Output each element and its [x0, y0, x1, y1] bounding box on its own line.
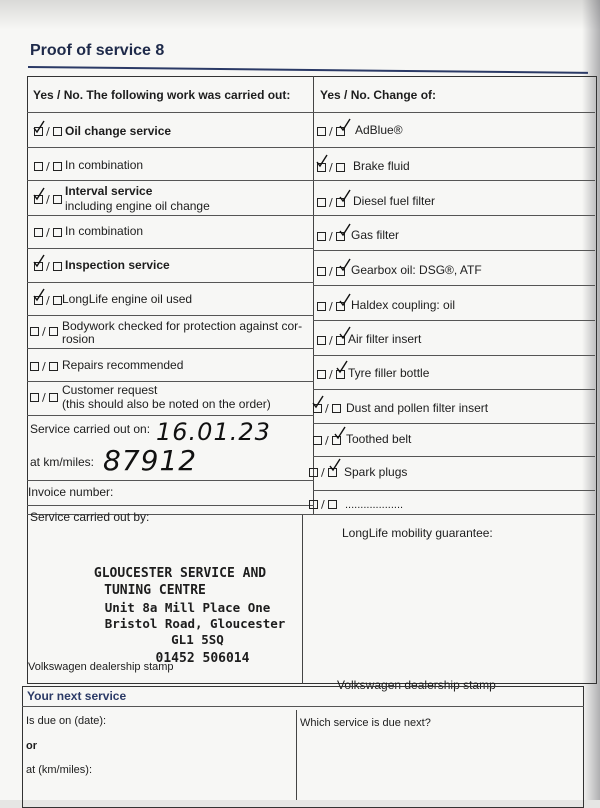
left-item-3: In combination [65, 224, 144, 238]
row-rule [27, 248, 314, 249]
right-checkbox-10[interactable]: / [309, 465, 337, 479]
next-service-box [22, 686, 584, 808]
row-rule [313, 320, 595, 321]
left-item-5: LongLife engine oil used [62, 292, 193, 306]
right-item-9: Toothed belt [346, 432, 412, 446]
carried-by-label: Service carried out by: [30, 510, 150, 524]
row-rule [27, 415, 314, 416]
right-item-7: Tyre filler bottle [348, 366, 430, 380]
right-item-10: Spark plugs [344, 465, 408, 479]
row-rule [27, 215, 314, 216]
left-checkbox-0[interactable]: / [34, 124, 62, 138]
longlife-label: LongLife mobility guarantee: [342, 526, 493, 540]
row-rule [313, 423, 595, 424]
dealer-stamp-label-right: Volkswagen dealership stamp [337, 678, 496, 692]
right-checkbox-3[interactable]: / [317, 229, 345, 243]
left-item-8-sub: (this should also be noted on the order) [62, 397, 271, 411]
stamp-line: Unit 8a Mill Place One [104, 600, 271, 615]
left-item-1: In combination [65, 158, 144, 172]
title-underline [28, 66, 588, 74]
column-divider [313, 76, 314, 514]
right-checkbox-2[interactable]: / [317, 195, 345, 209]
left-checkbox-5[interactable]: / [34, 293, 62, 307]
checkmark-icon [339, 189, 351, 203]
row-rule [313, 180, 595, 181]
mileage-label: at km/miles: [30, 455, 95, 469]
left-checkbox-2[interactable]: / [34, 192, 62, 206]
left-checkbox-8[interactable]: / [30, 390, 58, 404]
left-checkbox-7[interactable]: / [30, 359, 58, 373]
row-rule [313, 285, 595, 286]
at-km-label: at (km/miles): [26, 764, 92, 776]
right-item-0: AdBlue® [355, 123, 403, 137]
right-item-3: Gas filter [351, 228, 400, 242]
row-rule [27, 282, 314, 283]
left-checkbox-1[interactable]: / [34, 159, 62, 173]
stamp-line: GL1 5SQ [171, 632, 224, 647]
service-date-value: 16.01.23 [156, 418, 271, 446]
or-label: or [26, 740, 37, 752]
top-shadow [0, 0, 600, 30]
right-checkbox-1[interactable]: / [317, 160, 345, 174]
left-item-0: Oil change service [65, 124, 172, 138]
row-rule [27, 180, 314, 181]
right-item-5: Haldex coupling: oil [351, 298, 456, 312]
checkmark-icon [334, 426, 346, 440]
dealer-stamp [60, 566, 320, 666]
row-rule [27, 348, 314, 349]
right-checkbox-4[interactable]: / [317, 264, 345, 278]
checkmark-icon [33, 120, 45, 134]
checkmark-icon [339, 223, 351, 237]
stamp-line: GLOUCESTER SERVICE AND [93, 566, 267, 581]
right-item-2: Diesel fuel filter [353, 194, 436, 208]
checkmark-icon [339, 258, 351, 272]
left-checkbox-3[interactable]: / [34, 225, 62, 239]
service-date-label: Service carried out on: [30, 422, 151, 436]
checkmark-icon [316, 154, 328, 168]
left-item-2-sub: including engine oil change [65, 199, 210, 213]
stamp-line: Bristol Road, Gloucester [104, 616, 286, 631]
right-checkbox-0[interactable]: / [317, 124, 345, 138]
next-service-divider [296, 710, 297, 800]
stamp-line: 01452 506014 [155, 651, 250, 666]
checkmark-icon [33, 187, 45, 201]
checkmark-icon [329, 458, 341, 472]
dealer-stamp-label-left: Volkswagen dealership stamp [28, 661, 174, 673]
right-checkbox-9[interactable]: / [313, 433, 341, 447]
right-checkbox-11[interactable]: / [309, 497, 337, 511]
right-checkbox-5[interactable]: / [317, 299, 345, 313]
next-service-rule [22, 706, 584, 707]
row-rule [313, 355, 595, 356]
right-item-8: Dust and pollen filter insert [346, 401, 489, 415]
left-item-4: Inspection service [65, 258, 170, 272]
left-checkbox-4[interactable]: / [34, 259, 62, 273]
row-rule [313, 215, 595, 216]
left-header: Yes / No. The following work was carried out: [33, 88, 291, 102]
right-header: Yes / No. Change of: [320, 88, 437, 102]
row-rule [27, 480, 314, 481]
row-rule [313, 389, 595, 390]
right-item-1: Brake fluid [353, 159, 410, 173]
row-rule [27, 147, 314, 148]
mileage-value: 87912 [103, 444, 198, 477]
right-item-4: Gearbox oil: DSG®, ATF [351, 263, 482, 277]
row-rule [313, 456, 595, 457]
checkmark-icon [336, 360, 348, 374]
invoice-label: Invoice number: [28, 485, 114, 499]
invoice-right-dots: ................... [345, 499, 404, 511]
row-rule [27, 315, 314, 316]
left-item-8: Customer request [62, 383, 158, 397]
right-checkbox-6[interactable]: / [317, 333, 345, 347]
next-service-title: Your next service [27, 689, 127, 703]
right-checkbox-7[interactable]: / [317, 367, 345, 381]
row-rule [27, 505, 314, 506]
checkmark-icon [339, 293, 351, 307]
checkmark-icon [339, 118, 351, 132]
stamp-line: TUNING CENTRE [104, 583, 206, 598]
page-title: Proof of service 8 [30, 42, 165, 59]
row-rule [313, 250, 595, 251]
left-item-7: Repairs recommended [62, 358, 184, 372]
row-rule [27, 381, 314, 382]
header-rule [27, 112, 595, 113]
row-rule [313, 147, 595, 148]
left-checkbox-6[interactable]: / [30, 324, 58, 338]
left-item-6: Bodywork checked for protection against cor- [62, 319, 303, 333]
checkmark-icon [33, 254, 45, 268]
checkmark-icon [312, 395, 324, 409]
right-item-6: Air filter insert [348, 332, 422, 346]
left-item-6-sub: rosion [62, 332, 95, 346]
which-service-label: Which service is due next? [300, 717, 431, 729]
row-rule [313, 490, 595, 491]
due-on-label: Is due on (date): [26, 715, 107, 727]
right-checkbox-8[interactable]: / [313, 401, 341, 415]
left-item-2: Interval service [65, 184, 153, 198]
checkmark-icon [33, 288, 45, 302]
